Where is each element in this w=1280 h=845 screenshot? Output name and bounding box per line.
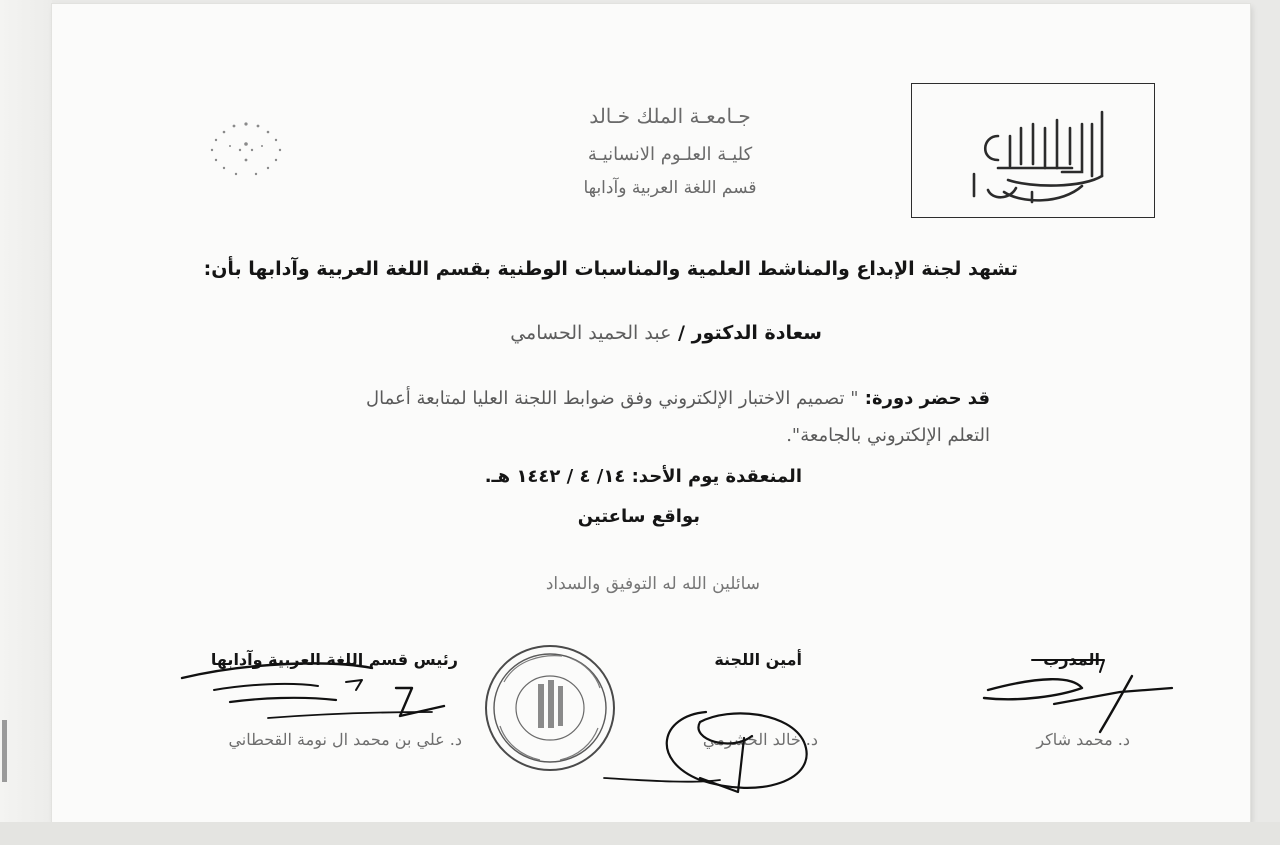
course-title-line-2: التعلم الإلكتروني بالجامعة". <box>786 425 990 446</box>
committee-secretary-name: د. خالد الخشرمي <box>702 730 818 749</box>
recipient-line <box>510 322 822 344</box>
page-edge <box>0 0 52 845</box>
department-name: قسم اللغة العربية وآدابها <box>583 178 757 198</box>
course-line-1 <box>366 388 990 409</box>
recipient-name: عبد الحميد الحسامي <box>510 322 672 344</box>
department-seal-icon <box>482 642 618 774</box>
university-logo <box>911 83 1155 218</box>
certificate-intro: تشهد لجنة الإبداع والمناشط العلمية والمناسبات الوطنية بقسم اللغة العربية وآدابها بأن: <box>203 258 1018 280</box>
page-bottom-edge <box>0 822 1280 845</box>
head-of-department-title: رئيس قسم اللغة العربية وآدابها <box>210 650 458 669</box>
course-label: قد حضر دورة: <box>858 388 990 409</box>
dotted-emblem-icon <box>196 116 296 182</box>
university-name: جـامعـة الملك خـالد <box>589 104 751 128</box>
recipient-label: سعادة الدكتور / <box>671 322 822 344</box>
committee-secretary-title: أمين اللجنة <box>714 650 802 669</box>
session-date: المنعقدة يوم الأحد: ١٤/ ٤ / ١٤٤٢ هـ. <box>484 466 802 487</box>
edge-mark <box>2 720 7 782</box>
session-duration: بواقع ساعتين <box>577 506 700 527</box>
head-of-department-name: د. علي بن محمد ال نومة القحطاني <box>228 730 462 749</box>
closing-wish: سائلين الله له التوفيق والسداد <box>545 574 760 594</box>
course-title-line-1: " تصميم الاختبار الإلكتروني وفق ضوابط اللجنة العليا لمتابعة أعمال <box>366 388 859 409</box>
trainer-name: د. محمد شاكر <box>1036 730 1130 749</box>
trainer-title: المدرب <box>1043 650 1100 669</box>
college-name: كليـة العلـوم الانسانيـة <box>587 144 753 165</box>
